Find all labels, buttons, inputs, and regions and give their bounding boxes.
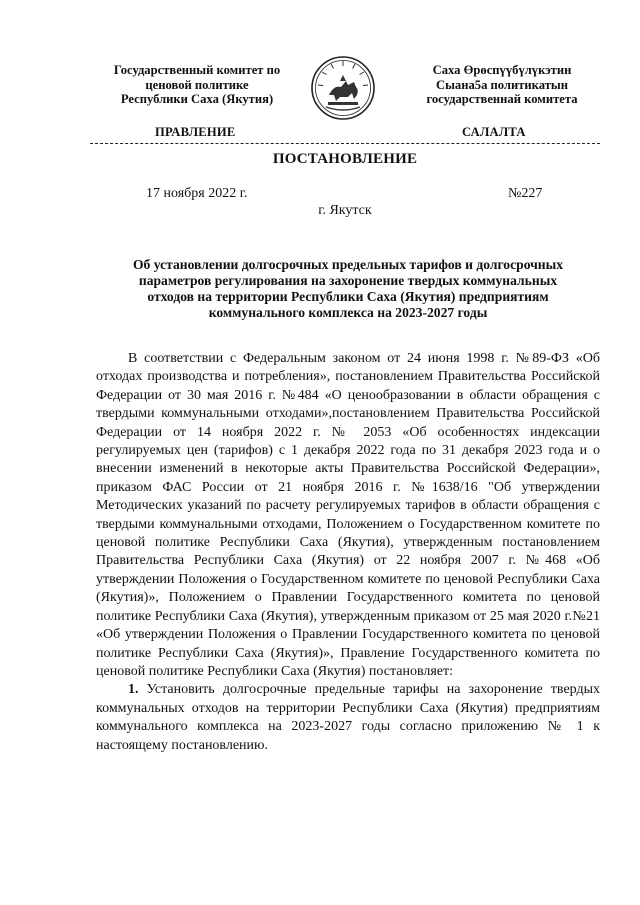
- resolution-item: [96, 681, 600, 755]
- committee-name-line: Саха Өрөспүүбүлүкэтин: [432, 63, 572, 77]
- preamble-paragraph: В соответствии с Федеральным законом от 24 июня 1998 г. №89-ФЗ «Об отходах производства и потребления», постановлением Правительства Российской Федерации от 30 мая 2016 г. №484 «О ценообразовании в области обращения с твердыми коммунальными отходами»,постановлением Правительства Российской Федерации от 14 ноября 2022 г. № 2053 «Об особенностях индексации регулируемых цен (тарифов) с 1 декабря 2022 года по 31 декабря 2023 года и о внесении изменений в некоторые акты Правительства Российской Федерации», приказом ФАС России от 21 ноября 2016 г. №1638/16 "Об утверждении Методических указаний по расчету регулируемых тарифов в области обращения с твердыми коммунальными отходами, Положением о Государственном комитете по ценовой политике Республики Саха (Якутия), утвержденным постановлением Правительства Республики Саха (Якутия) от 22 ноября 2007 г. №468 «Об утверждении Положения о Государственном комитете по ценовой Республики Саха (Якутия)», Положением о Правлении Государственного комитета по ценовой политике Республики Саха (Якутия), утвержденным приказом от 25 мая 2020 г.№21 «Об утверждении Положения о Правлении Государственного комитета по ценовой политике Республики Саха (Якутия)», Правление Государственного комитета по ценовой политике Республики Саха (Якутия) постановляет:: [96, 351, 600, 679]
- committee-name-line: государственнай комитета: [426, 92, 578, 106]
- header-divider: [90, 143, 600, 144]
- committee-name-line: ценовой политике: [145, 77, 249, 92]
- title-line: параметров регулирования на захоронение твердых коммунальных: [138, 273, 558, 288]
- item-number: 1.: [128, 682, 139, 698]
- document-city: г. Якутск: [318, 203, 372, 218]
- committee-name-yakut: [392, 63, 612, 107]
- board-label-yakut: САЛАЛТА: [462, 125, 526, 139]
- title-line: Об установлении долгосрочных предельных тарифов и долгосрочных: [132, 257, 564, 272]
- document-date: 17 ноября 2022 г.: [146, 186, 248, 201]
- committee-name-line: Сыана5а политикатын: [436, 77, 568, 92]
- document-type-heading: ПОСТАНОВЛЕНИЕ: [272, 151, 418, 167]
- document-title: [96, 257, 600, 321]
- document-number: №227: [508, 186, 543, 201]
- committee-name-line: Республики Саха (Якутия): [120, 92, 274, 106]
- title-line: коммунального комплекса на 2023-2027 годы: [208, 305, 488, 320]
- coat-of-arms-emblem-icon: [310, 55, 376, 121]
- document-body: [96, 350, 600, 755]
- committee-name-russian: [92, 63, 302, 107]
- board-label-russian: ПРАВЛЕНИЕ: [155, 125, 236, 139]
- title-line: отходов на территории Республики Саха (Якутия) предприятиям: [147, 289, 549, 304]
- item-text: Установить долгосрочные предельные тарифы на захоронение твердых коммунальных отходов на территории Республики Саха (Якутия) предприятиям коммунального комплекса на 2023-2027 годы согласно приложению № 1 к настоящему постановлению.: [96, 682, 601, 753]
- committee-name-line: Государственный комитет по: [113, 63, 281, 77]
